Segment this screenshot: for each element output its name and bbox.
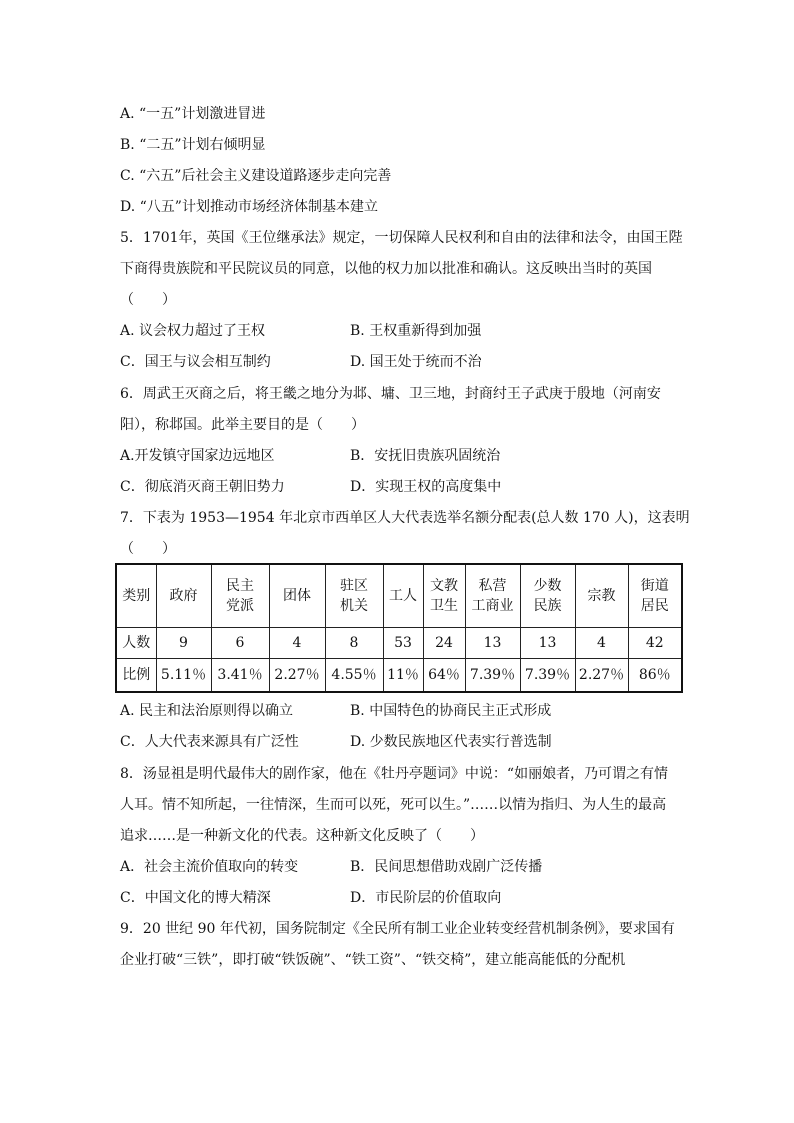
row-header-count: 人数: [116, 628, 156, 659]
count-cell: 53: [383, 628, 423, 659]
q6-option-a: A.开发镇守国家边远地区: [120, 448, 275, 464]
q5-answer-bracket: （ ）: [120, 292, 176, 308]
category-cell: 民主 党派: [211, 564, 269, 628]
q8-stem-line-2: 人耳。情不知所起，一往情深，生而可以死，死可以生。”……以情为指归、为人生的最高: [120, 797, 667, 813]
q7-option-a: A. 民主和法治原则得以确立: [120, 703, 294, 719]
table-row-count: [116, 628, 682, 659]
row-header-ratio: 比例: [116, 659, 156, 693]
ratio-cell: 7.39％: [465, 659, 520, 693]
ratio-cell: 4.55％: [325, 659, 383, 693]
q7-option-c: C．人大代表来源具有广泛性: [120, 734, 299, 750]
category-cell: 政府: [156, 564, 211, 628]
ratio-cell: 5.11％: [156, 659, 211, 693]
category-cell: 宗教: [575, 564, 628, 628]
table-row-category: [116, 564, 682, 628]
ratio-cell: 11％: [383, 659, 423, 693]
table-row-ratio: [116, 659, 682, 693]
count-cell: 42: [628, 628, 682, 659]
ratio-cell: 7.39％: [520, 659, 575, 693]
q7-option-d: D. 少数民族地区代表实行普选制: [350, 734, 552, 750]
category-cell: 驻区 机关: [325, 564, 383, 628]
category-cell: 工人: [383, 564, 423, 628]
q8-stem-line-3: 追求……是一种新文化的代表。这种新文化反映了（ ）: [120, 828, 484, 844]
category-cell: 少数 民族: [520, 564, 575, 628]
q8-option-a: A．社会主流价值取向的转变: [120, 859, 299, 875]
ratio-cell: 64％: [423, 659, 465, 693]
count-cell: 24: [423, 628, 465, 659]
count-cell: 6: [211, 628, 269, 659]
count-cell: 13: [520, 628, 575, 659]
ratio-cell: 86％: [628, 659, 682, 693]
count-cell: 9: [156, 628, 211, 659]
q6-stem-line-1: 6．周武王灭商之后，将王畿之地分为邶、墉、卫三地，封商纣王子武庚于殷地（河南安: [120, 386, 661, 402]
row-header-category: 类别: [116, 564, 156, 628]
ratio-cell: 2.27％: [269, 659, 325, 693]
q5-stem-line-1: 5．1701年，英国《王位继承法》规定，一切保障人民权利和自由的法律和法令，由国王陛: [120, 230, 683, 246]
q9-stem-line-2: 企业打破“三铁”，即打破“铁饭碗”、“铁工资”、“铁交椅”，建立能高能低的分配机: [120, 952, 626, 968]
q8-option-c: C．中国文化的博大精深: [120, 890, 271, 906]
count-cell: 13: [465, 628, 520, 659]
delegate-quota-table: [115, 563, 683, 693]
q6-stem-line-2: 阳），称邶国。此举主要目的是（ ）: [120, 417, 365, 433]
ratio-cell: 2.27％: [575, 659, 628, 693]
q8-option-b: B．民间思想借助戏剧广泛传播: [350, 859, 543, 875]
q4-option-b: B. “二五”计划右倾明显: [120, 137, 266, 153]
category-cell: 街道 居民: [628, 564, 682, 628]
q5-option-d: D. 国王处于统而不治: [350, 354, 482, 370]
count-cell: 8: [325, 628, 383, 659]
q4-option-c: C. “六五”后社会主义建设道路逐步走向完善: [120, 168, 392, 184]
q7-option-b: B. 中国特色的协商民主正式形成: [350, 703, 552, 719]
q4-option-d: D. “八五”计划推动市场经济体制基本建立: [120, 199, 378, 215]
q6-option-b: B．安抚旧贵族巩固统治: [350, 448, 501, 464]
q5-option-c: C．国王与议会相互制约: [120, 354, 271, 370]
q5-stem-line-2: 下商得贵族院和平民院议员的同意，以他的权力加以批准和确认。这反映出当时的英国: [120, 261, 652, 277]
q9-stem-line-1: 9．20 世纪 90 年代初，国务院制定《全民所有制工业企业转变经营机制条例》，要求国有: [120, 921, 675, 937]
count-cell: 4: [575, 628, 628, 659]
q7-stem-line-1: 7．下表为 1953—1954 年北京市西单区人大代表选举名额分配表(总人数 170 人)，这表明: [120, 510, 690, 526]
count-cell: 4: [269, 628, 325, 659]
q8-stem-line-1: 8．汤显祖是明代最伟大的剧作家，他在《牡丹亭题词》中说：“如丽娘者，乃可谓之有情: [120, 766, 669, 782]
category-cell: 团体: [269, 564, 325, 628]
q5-option-a: A. 议会权力超过了王权: [120, 323, 266, 339]
category-cell: 文教 卫生: [423, 564, 465, 628]
ratio-cell: 3.41％: [211, 659, 269, 693]
q6-option-d: D．实现王权的高度集中: [350, 479, 502, 495]
q8-option-d: D．市民阶层的价值取向: [350, 890, 502, 906]
q7-answer-bracket: （ ）: [120, 541, 176, 557]
q6-option-c: C．彻底消灭商王朝旧势力: [120, 479, 285, 495]
q5-option-b: B. 王权重新得到加强: [350, 323, 482, 339]
category-cell: 私营 工商业: [465, 564, 520, 628]
q4-option-a: A. “一五”计划激进冒进: [120, 106, 266, 122]
